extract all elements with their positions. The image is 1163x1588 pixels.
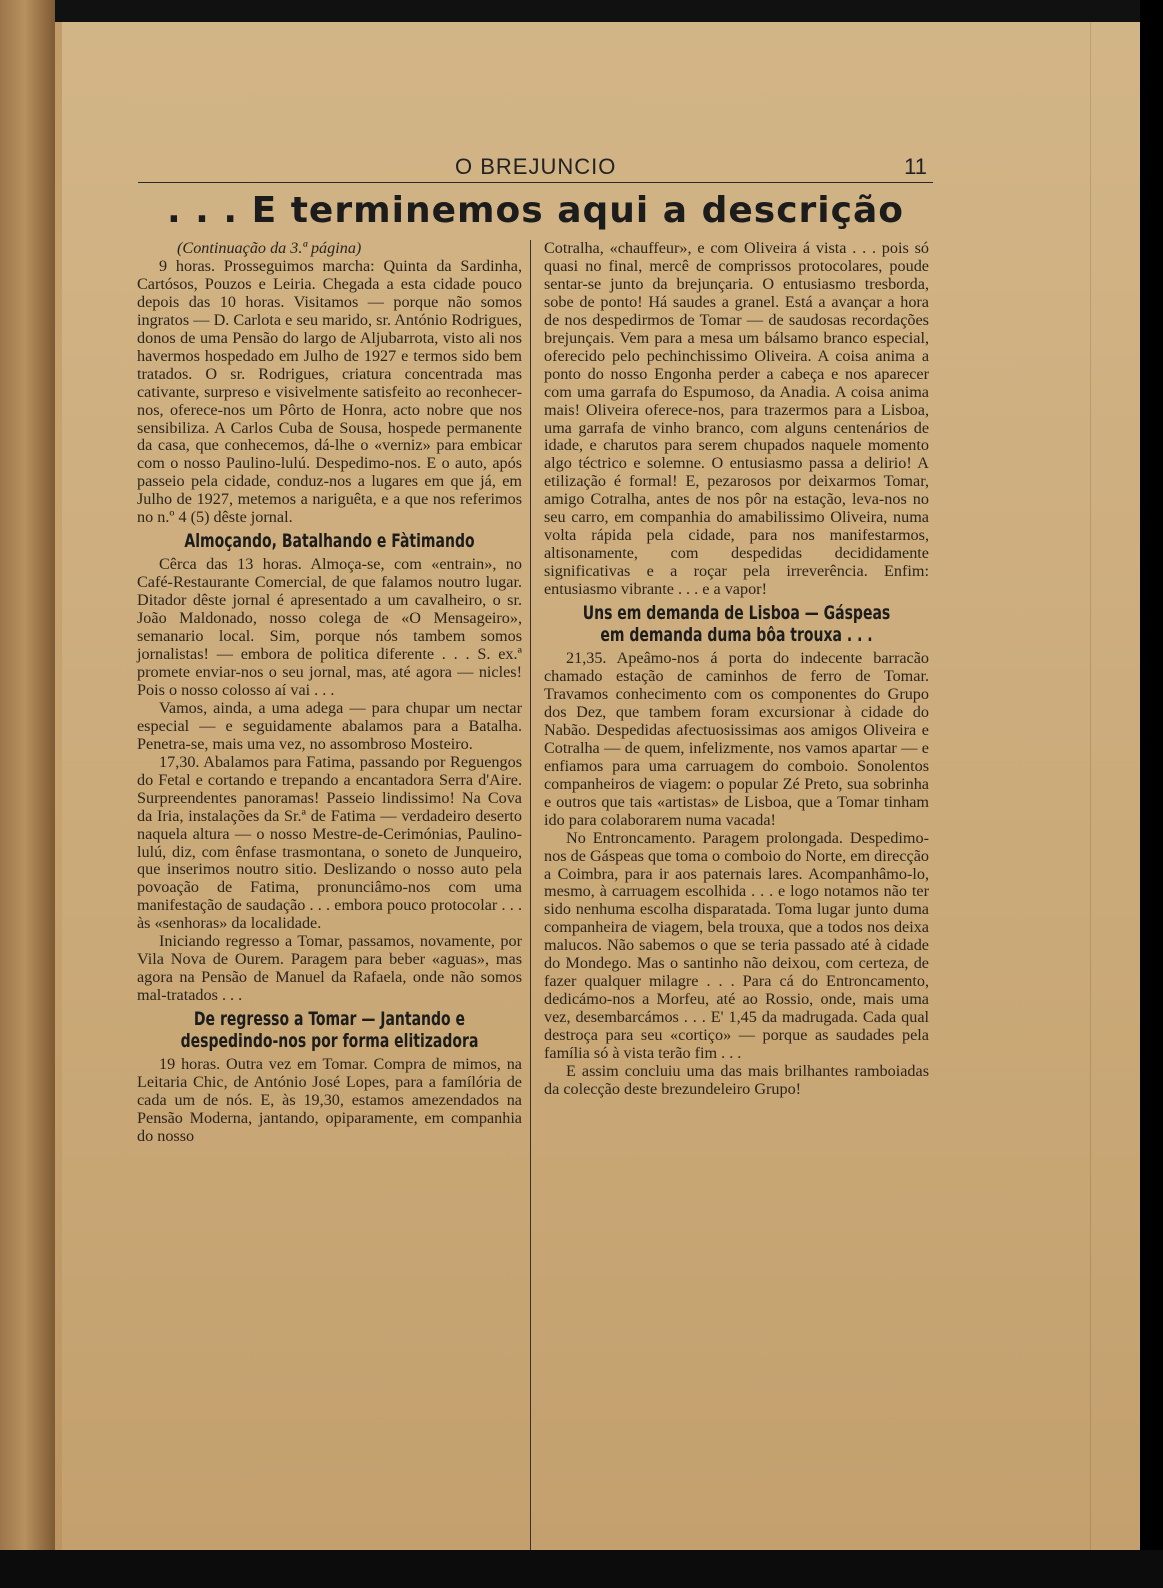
fold-line <box>1090 20 1091 1550</box>
subheading: Uns em demanda de Lisboa — Gáspeas em demanda duma bôa trouxa . . . <box>582 602 891 647</box>
scan-shadow <box>55 0 1140 22</box>
binding-spine <box>0 0 55 1562</box>
running-header <box>138 152 933 183</box>
column-rule <box>530 240 531 1562</box>
paragraph: Vamos, ainda, a uma adega — para chupar um nectar especial — e seguidamente abalamos para a Batalha. Penetra-se, mais uma vez, no assombroso Mosteiro. <box>137 698 522 753</box>
right-column <box>544 240 929 1099</box>
paragraph: 19 horas. Outra vez em Tomar. Compra de mimos, na Leitaria Chic, de António José Lopes, para a famílória de cada um de nós. E, às 19,30, estamos amezendados na Pensão Moderna, jantando, opiparamente, em companhia do nosso <box>137 1055 522 1145</box>
subheading: De regresso a Tomar — Jantando e despedindo-nos por forma elitizadora <box>180 1008 479 1053</box>
paragraph: No Entroncamento. Paragem prolongada. Despedimo-nos de Gáspeas que toma o comboio do Norte, em direcção a Coimbra, para ir aos paternais lares. Acompanhâmo-lo, mesmo, à carruagem escolhida . . . e logo notamos não ter sido nenhuma escolha disparatada. Toma lugar junto duma companheira de viagem, bela trouxa, que a todos nos deixa malucos. Não sabemos o que se teria passado até à cidade do Mondego. Mas o santinho não deixou, com certeza, de fazer qualquer milagre . . . Para cá do Entroncamento, dedicámo-nos a Morfeu, até ao Rossio, onde, mais uma vez, desembarcámos . . . E' 1,45 da madrugada. Cada qual destroça para seu «cortiço» — porque as saudades pela família só à vista terão fim . . . <box>544 828 929 1063</box>
paragraph: Iniciando regresso a Tomar, passamos, novamente, por Vila Nova de Ourem. Paragem para beber «aguas», mas agora na Pensão de Manuel da Rafaela, onde não somos mal-tratados . . . <box>137 932 522 1005</box>
subheading: Almoçando, Batalhando e Fàtimando <box>184 530 475 553</box>
paragraph: E assim concluiu uma das mais brilhantes ramboiadas da colecção deste brezundeleiro Grupo! <box>544 1061 929 1098</box>
paragraph: Cotralha, «chauffeur», e com Oliveira á vista . . . pois só quasi no final, mercê de comprissos protocolares, poude sentar-se junto da brejunçaria. O entusiasmo tresborda, sobe de ponto! Há saudes a granel. Está a avançar a hora de nos despedirmos de Tomar — de saudosas recordações brejunçais. Vem para a mesa um bálsamo branco especial, oferecido pelo pechinchissimo Oliveira. A coisa anima a ponto do nosso Engonha perder a cabeça e nos aparecer com uma garrafa do Espumoso, da Anadia. A coisa anima mais! Oliveira oferece-nos, para trazermos para a Lisboa, uma garrafa de vinho branco, com alguns centenários de idade, e charutos para serem chupados naquele momento algo téctrico e solemne. O entusiasmo passa a delirio! A etilização é formal! E, pezarosos por deixarmos Tomar, amigo Cotralha, antes de nos pôr na estação, leva-nos no seu carro, em companhia do amabilissimo Oliveira, numa volta rápida pela cidade, para nos manifestarmos, altisonamente, com despedidas decididamente significativas e a roçar pela irreverência. Enfim: entusiasmo vibrante . . . e a vapor! <box>544 239 929 599</box>
paragraph: 17,30. Abalamos para Fatima, passando por Reguengos do Fetal e cortando e trepando a encantadora Serra d'Aire. Surpreendentes panoramas! Passeio lindissimo! Na Cova da Iria, instalações da Sr.ª de Fatima — verdadeiro deserto naquela altura — o nosso Mestre-de-Cerimónias, Paulino-lulú, diz, com ênfase trasmontana, o soneto de Junqueiro, que inserimos noutro sitio. Deslizando o nosso auto pela povoação de Fatima, pronunciâmo-nos com uma manifestação de saudação . . . embora pouco protocolar . . . às «senhoras» da localidade. <box>137 752 522 933</box>
scan-border <box>0 1550 1163 1588</box>
page-number: 11 <box>904 154 927 179</box>
newspaper-title: O BREJUNCIO <box>455 154 617 179</box>
left-column <box>137 240 522 1146</box>
article-headline: . . . E terminemos aqui a descrição <box>166 190 905 231</box>
continued-note: (Continuação da 3.ª página) <box>177 239 362 257</box>
paragraph: 21,35. Apeâmo-nos á porta do indecente barracão chamado estação de caminhos de ferro de Tomar. Travamos conhecimento com os componentes do Grupo dos Dez, que tambem foram excursionar à cidade do Nabão. Despedidas afectuosissimas aos amigos Oliveira e Cotralha — de quem, infelizmente, nos vamos apartar — e enfiamos para uma carruagem do comboio. Sonolentos companheiros de viagem: o popular Zé Preto, sua sobrinha e outros que tais «artistas» de Lisboa, que a Tomar tinham ido para colaborarem numa vacada! <box>544 649 929 829</box>
paragraph: 9 horas. Prosseguimos marcha: Quinta da Sardinha, Cartósos, Pouzos e Leiria. Chegada a esta cidade pouco depois das 10 horas. Visitamos — porque não somos ingratos — D. Carlota e seu marido, sr. António Rodrigues, donos de uma Pensão do largo de Aljubarrota, visto ali nos havermos hospedado em Julho de 1927 e termos sido bem tratados. O sr. Rodrigues, criatura concentrada mas cativante, surpreso e visivelmente satisfeito ao reconhecer-nos, oferece-nos um Pôrto de Honra, acto nobre que nos sensibiliza. A Carlos Cuba de Sousa, hospede permanente da casa, que conhecemos, dá-lhe o «verniz» para embicar com o nosso Paulino-lulú. Despedimo-nos. E o auto, após passeio pela cidade, conduz-nos a lugares em que já, em Julho de 1927, metemos a nariguêta, e a que nos referimos no n.º 4 (5) dêste jornal. <box>137 256 522 527</box>
paragraph: Cêrca das 13 horas. Almoça-se, com «entrain», no Café-Restaurante Comercial, de que falamos noutro lugar. Ditador dêste jornal é apresentado a um cavalheiro, o sr. João Maldonado, nosso colega de «O Mensageiro», semanario local. Sim, porque nós tambem somos jornalistas! — embora de politica diferente . . . S. ex.ª promete enviar-nos o seu jornal, mas, até agora — nicles! Pois o nosso colosso aí vai . . . <box>137 555 522 699</box>
